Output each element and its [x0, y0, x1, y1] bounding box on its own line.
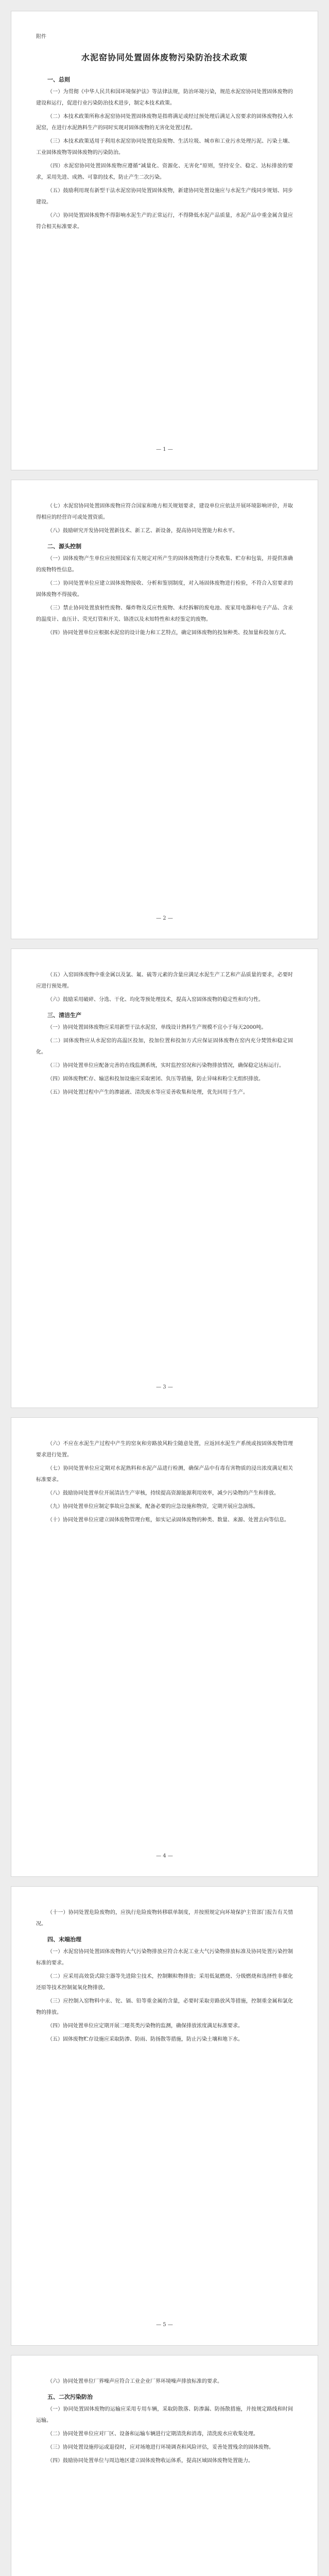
- paragraph: （五）鼓励利用现有新型干法水泥窑协同处置固体废物，新建协同处置设施应与水泥生产线同步规划、同步建设。: [36, 188, 293, 205]
- paragraph: （八）鼓励协同处置单位开展清洁生产审核，持续提高资源能源利用效率，减少污染物的产生和排放。: [47, 1490, 279, 1496]
- paragraph: （一）协同处置固体废物应采用新型干法水泥窑，单线设计熟料生产规模不宜小于每天2000吨。: [47, 1025, 267, 1030]
- page-number: — 3 —: [156, 1384, 173, 1390]
- page-number: — 2 —: [156, 916, 173, 921]
- paragraph: （一）为贯彻《中华人民共和国环境保护法》等法律法规，防治环境污染，规范水泥窑协同处置固体废物的建设和运行，促进行业污染防治技术进步，制定本技术政策。: [36, 89, 293, 106]
- document-page: [11, 11, 318, 470]
- paragraph: （一）协同处置固体废物的运输应采用专用车辆，采取防散落、防渗漏、防扬散措施，并按规定路线和时间运输。: [36, 2406, 293, 2424]
- section-heading: 一、总则: [47, 76, 70, 83]
- page-content: [36, 1907, 293, 2045]
- paragraph: （二）协同处置单位应对厂区、设备和运输车辆进行定期清洗和消毒，清洗废水应收集处理。: [47, 2431, 258, 2437]
- paragraph: （二）应采用高效袋式除尘器等先进除尘技术，控制颗粒物排放；采用低氮燃烧、分级燃烧和选择性非催化还原等技术控制氮氧化物排放。: [36, 1974, 293, 1991]
- paragraph: （五）固体废物贮存设施应采取防渗、防雨、防扬散等措施，防止污染土壤和地下水。: [47, 2037, 243, 2042]
- page-content: [36, 970, 293, 1098]
- page-content: [36, 75, 293, 233]
- page-content: [36, 1438, 293, 1526]
- paragraph: （十一）协同处置危险废物的，应执行危险废物转移联单制度，并按照规定向环境保护主管部门报告有关情况。: [36, 1910, 293, 1927]
- paragraph: （一）水泥窑协同处置固体废物的大气污染物排放应符合水泥工业大气污染物排放标准及协同处置污染控制标准的要求。: [36, 1949, 293, 1966]
- page-number: — 4 —: [156, 1853, 173, 1859]
- document-page: [11, 480, 318, 939]
- paragraph: （五）入窑固体废物中重金属以及氯、氟、硫等元素的含量应满足水泥生产工艺和产品质量的要求，必要时应进行预处理。: [36, 972, 293, 989]
- document-page: [11, 1887, 318, 2345]
- paragraph: （五）协同处置过程中产生的渗滤液、清洗废水等应妥善收集和处理，优先回用于生产。: [47, 1090, 248, 1095]
- document-page: [11, 1418, 318, 1876]
- paragraph: （四）固体废物贮存、输送和投加设施应采取密闭、负压等措施，防止异味和粉尘无组织排放。: [47, 1076, 264, 1082]
- document-page: [11, 949, 318, 1408]
- paragraph: （三）禁止协同处置放射性废物、爆炸物及反应性废物、未经拆解的废电池、废家用电器和电子产品、含汞的温度计、血压计、荧光灯管和开关、铬渣以及未知特性和未经鉴定的废物。: [36, 605, 293, 622]
- page-number: — 1 —: [156, 447, 173, 452]
- document-title: 水泥窑协同处置固体废物污染防治技术政策: [81, 53, 248, 62]
- paragraph: （二）本技术政策所称水泥窑协同处置固体废物是指将满足或经过预处理后满足入窑要求的固体废物投入水泥窑，在进行水泥熟料生产的同时实现对固体废物的无害化处置过程。: [36, 114, 293, 131]
- paragraph: （三）应控制入窑物料中汞、铊、镉、铅等重金属的含量，必要时采取旁路放风等措施，控制重金属和氯化物的排放。: [36, 1998, 293, 2015]
- page-content: [36, 2376, 293, 2467]
- paragraph: （六）鼓励采用破碎、分选、干化、均化等预处理技术，提高入窑固体废物的稳定性和均匀性。: [47, 997, 264, 1003]
- paragraph: （三）协同处置设施停运或退役时，应对场地进行环境调查和风险评估，妥善处置残余的固体废物。: [47, 2445, 274, 2450]
- section-heading: 五、二次污染防治: [47, 2394, 93, 2400]
- paragraph: （六）不应在水泥生产过程中产生的窑灰和旁路放风粉尘随意处置，应返回水泥生产系统或按固体废物管理要求进行处置。: [36, 1441, 293, 1458]
- paragraph: （三）本技术政策适用于利用水泥窑协同处置危险废物、生活垃圾、城市和工业污水处理污泥、污染土壤、工业固体废物等固体废物的污染防治。: [36, 139, 293, 156]
- page-number: — 5 —: [156, 2322, 173, 2328]
- paragraph: （二）固体废物应从水泥窑的高温区投加，投加位置和投加方式应保证固体废物在窑内充分焚毁和稳定固化。: [36, 1038, 293, 1055]
- paragraph: （四）协同处置单位应定期开展二噁英类污染物的监测，确保排放浓度满足标准要求。: [47, 2023, 243, 2029]
- page-content: [36, 501, 293, 639]
- paragraph: （四）水泥窑协同处置固体废物应遵循“减量化、资源化、无害化”原则，坚持安全、稳定、达标排放的要求，采用先进、成熟、可靠的技术，防止产生二次污染。: [36, 163, 293, 180]
- section-heading: 四、末端治理: [47, 1936, 81, 1943]
- paragraph: （九）协同处置单位应制定事故应急预案，配备必要的应急设施和物资，定期开展应急演练。: [47, 1504, 258, 1510]
- paragraph: （三）协同处置单位应配备完善的在线监测系统，实时监控窑况和污染物排放情况，确保稳定达标运行。: [47, 1063, 284, 1069]
- paragraph: （四）鼓励协同处置单位与周边地区建立固体废物收运体系，提高区域固体废物处置能力。: [47, 2458, 253, 2464]
- paragraph: （七）水泥窑协同处置固体废物应符合国家和地方相关规划要求，建设单位应依法开展环境影响评价，并取得相应的经营许可或处置资质。: [36, 503, 293, 520]
- paragraph: （二）协同处置单位应建立固体废物接收、分析和鉴别制度，对入场固体废物进行检验，不符合入窑要求的固体废物不得接收。: [36, 581, 293, 598]
- paragraph: （十）协同处置单位应建立固体废物管理台账，如实记录固体废物的种类、数量、来源、处置去向等信息。: [47, 1517, 289, 1523]
- paragraph: （六）协同处置单位厂界噪声应符合工业企业厂界环境噪声排放标准的要求。: [47, 2379, 222, 2384]
- paragraph: （一）固体废物产生单位应按照国家有关规定对所产生的固体废物进行分类收集、贮存和包装，并提供准确的废物特性信息。: [36, 556, 293, 573]
- paragraph: （八）鼓励研究开发协同处置新技术、新工艺、新设备，提高协同处置能力和水平。: [47, 528, 238, 534]
- paragraph: （六）协同处置固体废物不得影响水泥生产的正常运行，不得降低水泥产品质量，水泥产品中重金属含量应符合相关标准要求。: [36, 213, 293, 230]
- attachment-label: 附件: [36, 34, 46, 40]
- document-page: [11, 2355, 318, 2576]
- paragraph: （七）协同处置单位应定期对水泥熟料和水泥产品进行检测，确保产品中有毒有害物质的浸出浓度满足相关标准要求。: [36, 1466, 293, 1483]
- section-heading: 三、清洁生产: [47, 1012, 81, 1019]
- section-heading: 二、源头控制: [47, 543, 81, 550]
- paragraph: （四）协同处置单位应根据水泥窑的设计能力和工艺特点，确定固体废物的投加种类、投加量和投加方式。: [47, 630, 289, 636]
